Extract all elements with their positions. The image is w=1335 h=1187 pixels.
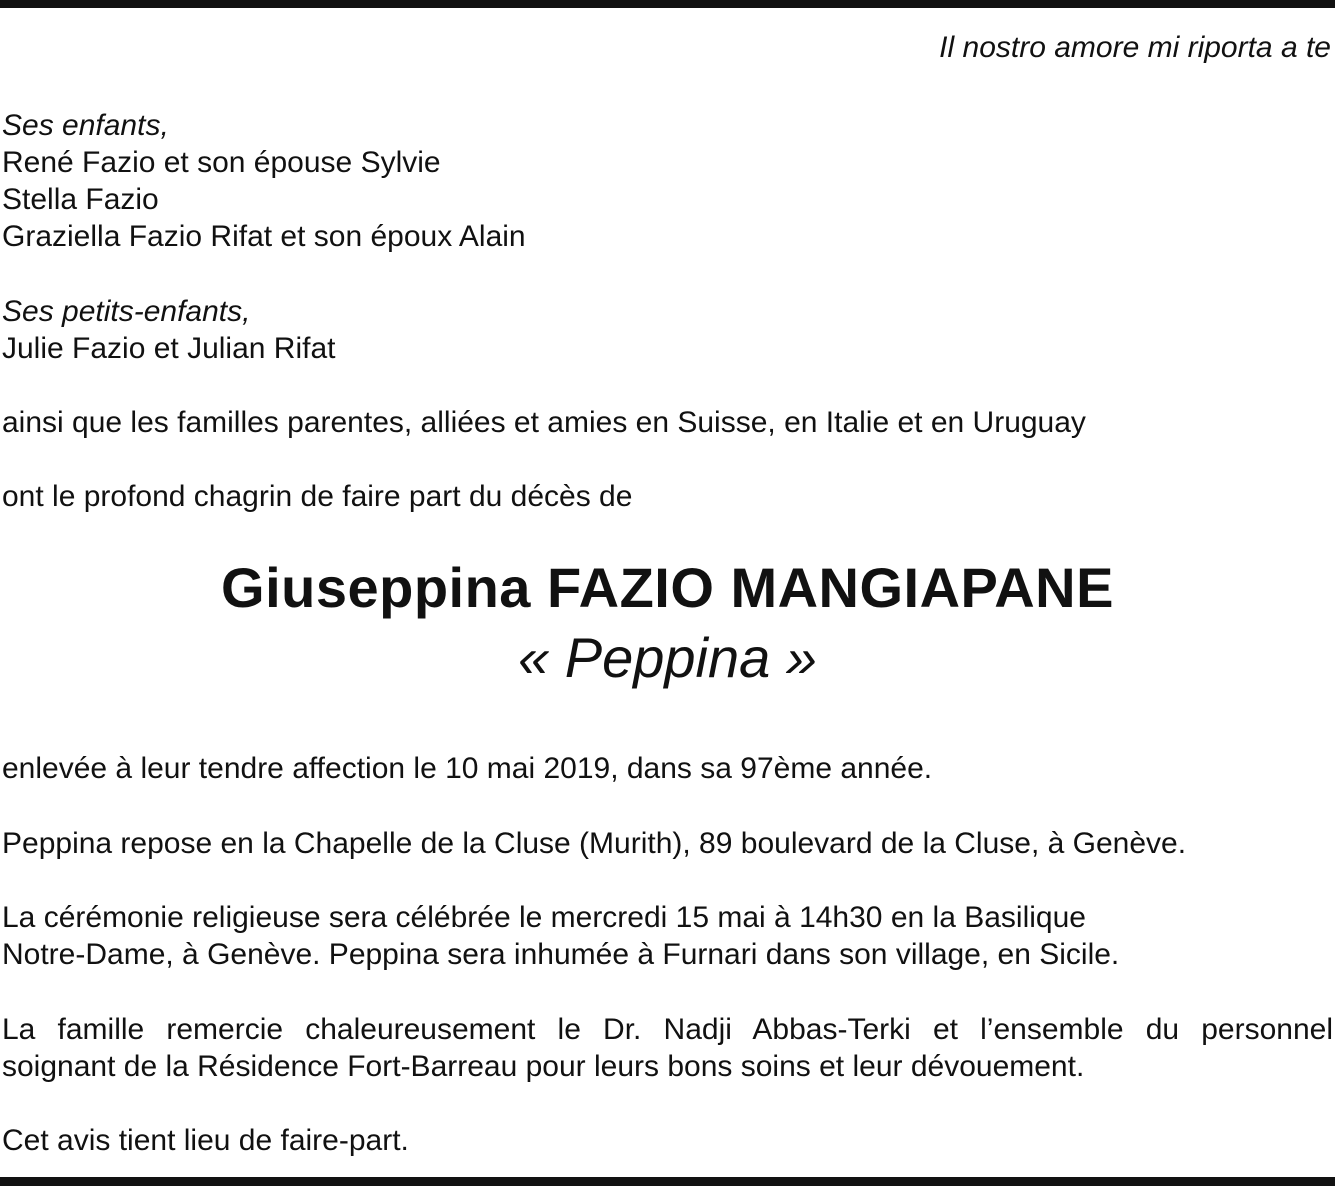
- epigraph: Il nostro amore mi riporta a te: [939, 31, 1331, 64]
- rests-line: Peppina repose en la Chapelle de la Cluse (Murith), 89 boulevard de la Cluse, à Genève.: [2, 827, 1187, 860]
- thanks-paragraph: [2, 1011, 1333, 1085]
- child-name: Stella Fazio: [2, 183, 159, 216]
- ceremony-paragraph: [2, 899, 1119, 973]
- children-label: Ses enfants,: [2, 109, 169, 142]
- grandchildren-label: Ses petits-enfants,: [2, 295, 251, 328]
- child-name: Graziella Fazio Rifat et son époux Alain: [2, 220, 526, 253]
- thanks-line: soignant de la Résidence Fort-Barreau pour leurs bons soins et leur dévouement.: [2, 1050, 1085, 1083]
- top-border-rule: [0, 0, 1335, 8]
- ceremony-line: Notre-Dame, à Genève. Peppina sera inhumée à Furnari dans son village, en Sicile.: [2, 938, 1120, 971]
- children-section: [2, 107, 526, 255]
- notice-line: Cet avis tient lieu de faire-part.: [2, 1124, 409, 1157]
- passing-line: enlevée à leur tendre affection le 10 mai 2019, dans sa 97ème année.: [2, 752, 933, 785]
- deceased-block: [0, 548, 1335, 692]
- deceased-name: Giuseppina FAZIO MANGIAPANE: [221, 556, 1114, 619]
- thanks-line: La famille remercie chaleureusement le Dr. Nadji Abbas-Terki et l’ensemble du personnel: [2, 1013, 1333, 1046]
- deceased-nickname: « Peppina »: [518, 626, 817, 689]
- ceremony-line: La cérémonie religieuse sera célébrée le mercredi 15 mai à 14h30 en la Basilique: [2, 901, 1086, 934]
- child-name: René Fazio et son épouse Sylvie: [2, 146, 441, 179]
- grandchild-names: Julie Fazio et Julian Rifat: [2, 332, 336, 365]
- announcement-line: ont le profond chagrin de faire part du décès de: [2, 480, 633, 513]
- grandchildren-section: [2, 293, 336, 367]
- bottom-border-rule: [0, 1177, 1335, 1186]
- families-line: ainsi que les familles parentes, alliées et amies en Suisse, en Italie et en Uruguay: [2, 406, 1086, 439]
